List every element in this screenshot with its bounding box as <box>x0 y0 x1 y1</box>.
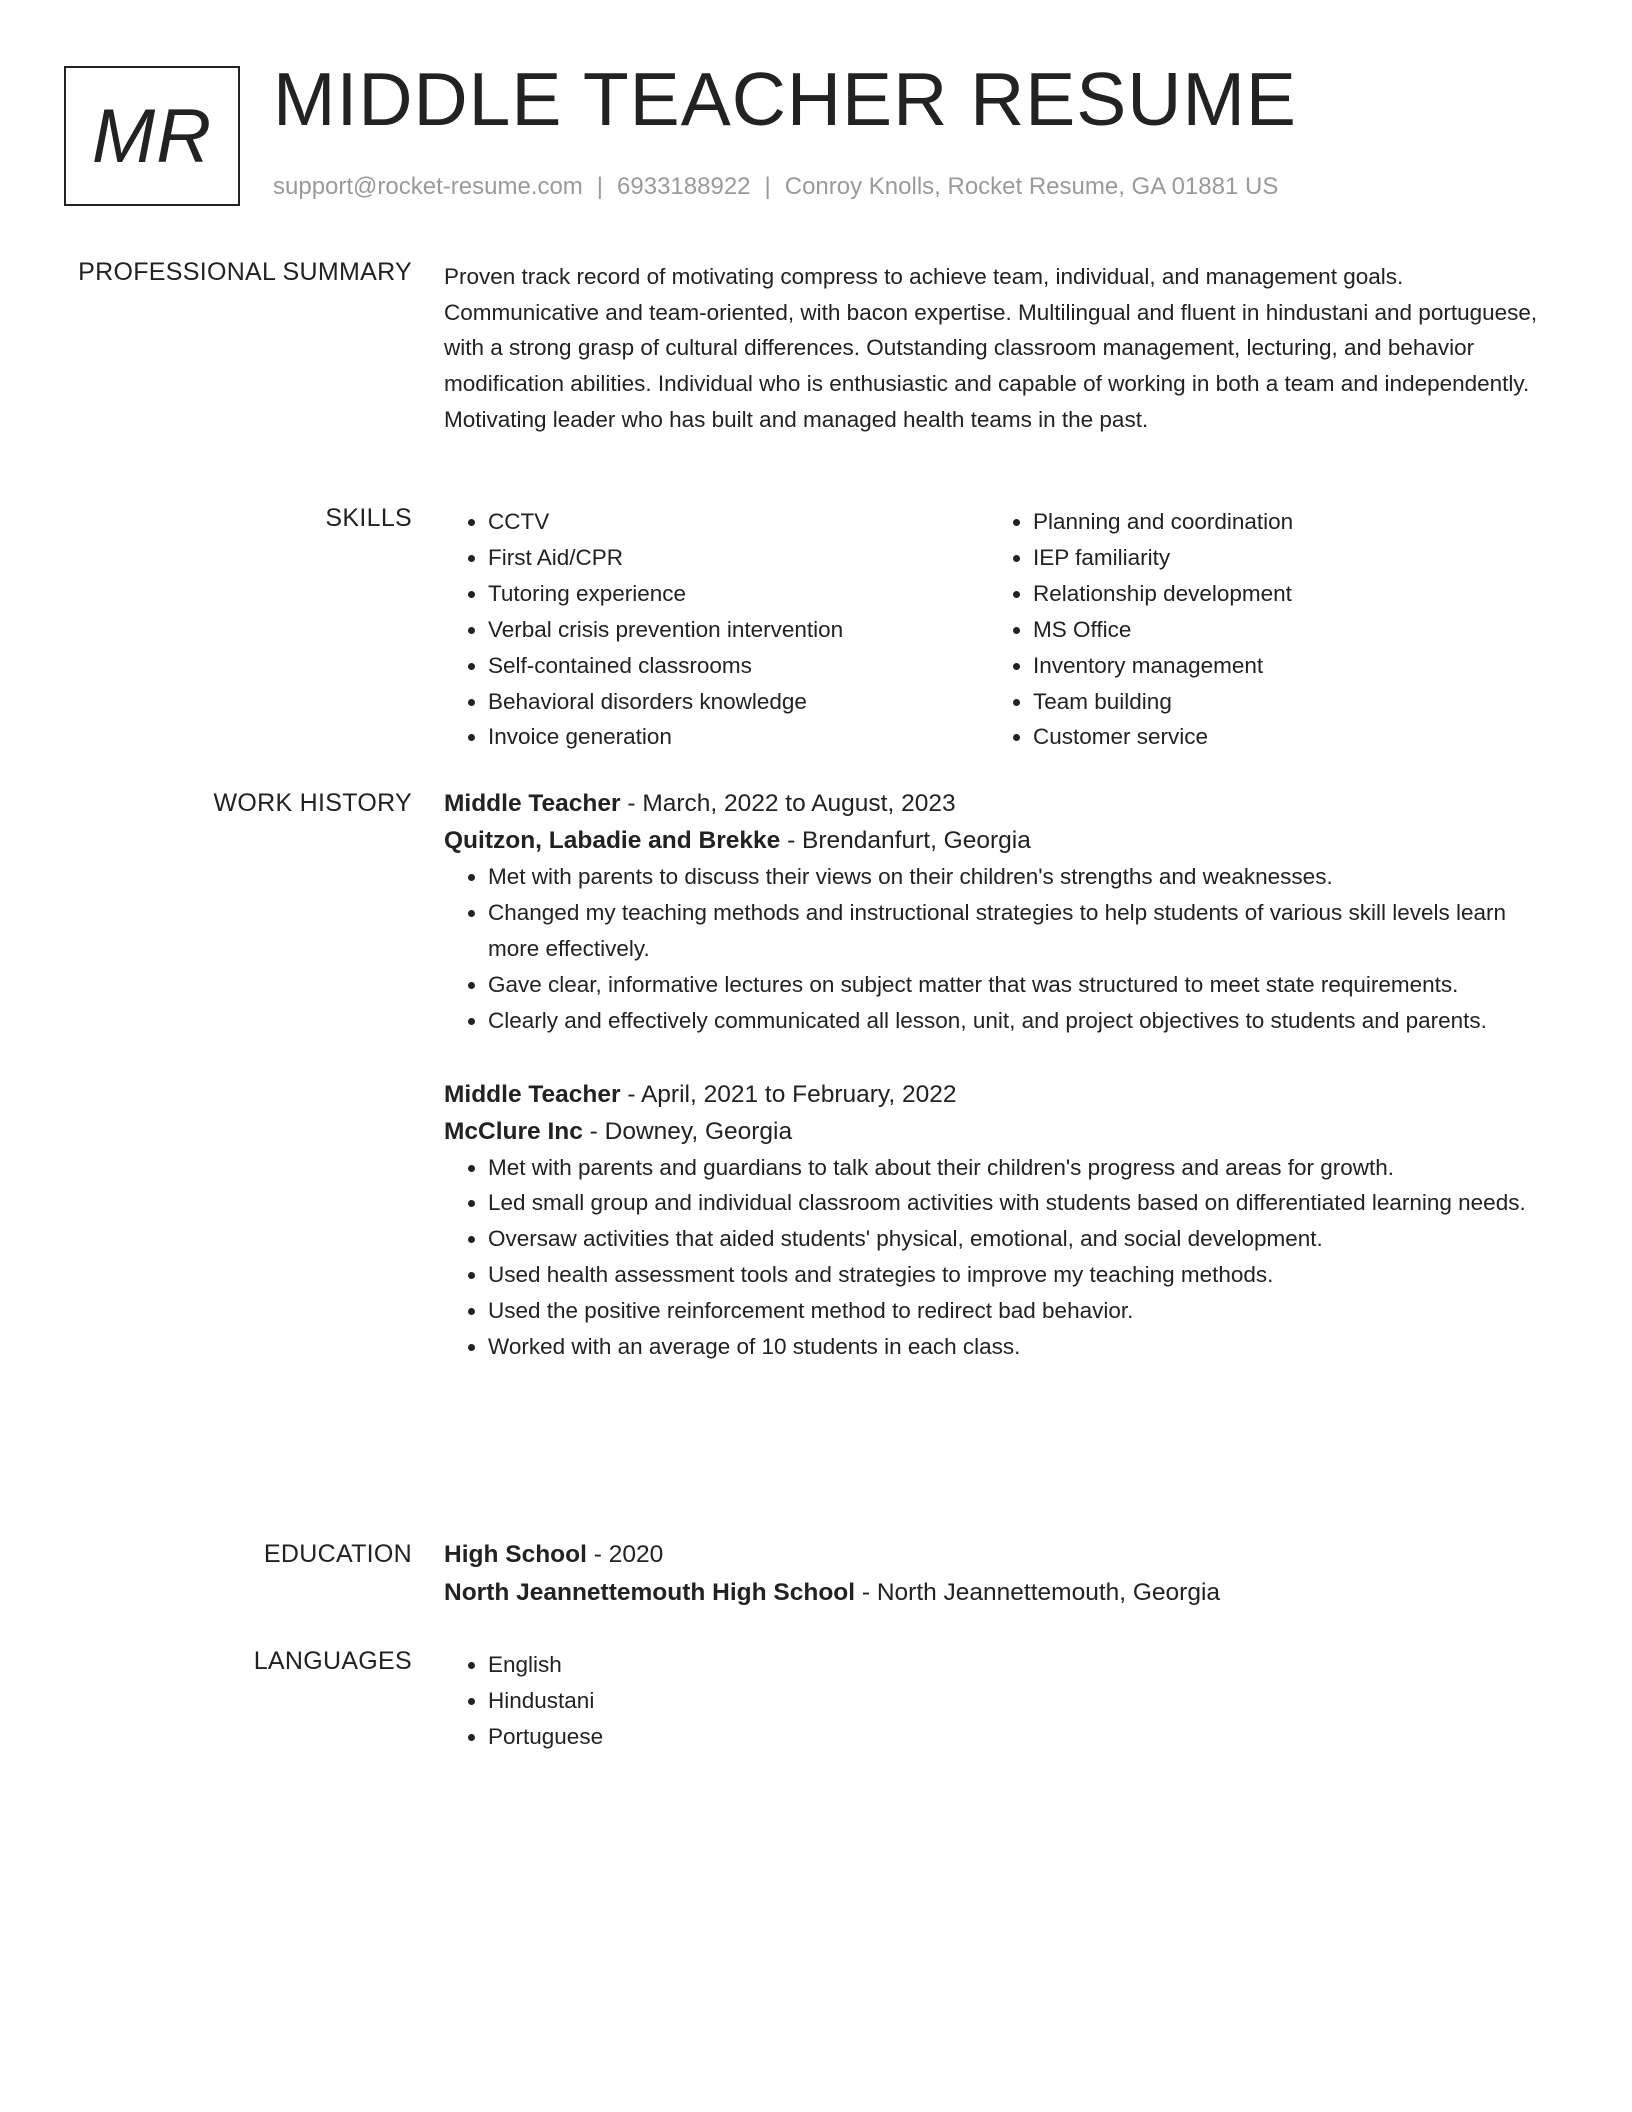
education-school: North Jeannettemouth High School <box>444 1579 856 1606</box>
job-dates: - April, 2021 to February, 2022 <box>620 1080 957 1108</box>
job-bullets <box>444 859 1554 1039</box>
job-entry <box>444 785 1554 1039</box>
skill-item: • Relationship development <box>1033 576 1534 612</box>
job-bullet: • Used the positive reinforcement method to redirect bad behavior. <box>488 1293 1554 1329</box>
education-body <box>444 1536 1554 1612</box>
contact-separator: | <box>764 173 771 200</box>
languages-list <box>444 1647 1554 1755</box>
skill-item: • Self-contained classrooms <box>488 648 989 684</box>
skill-item: • Team building <box>1033 684 1534 720</box>
job-bullet: • Used health assessment tools and strategies to improve my teaching methods. <box>488 1257 1554 1293</box>
resume-title: MIDDLE TEACHER RESUME <box>273 57 1297 141</box>
job-title: Middle Teacher <box>444 1080 621 1108</box>
job-bullet: • Met with parents and guardians to talk about their children's progress and areas for growth. <box>488 1150 1554 1186</box>
skill-item: • MS Office <box>1033 612 1534 648</box>
job-company-line <box>444 822 1554 859</box>
skill-item: • Verbal crisis prevention intervention <box>488 612 989 648</box>
job-bullet: • Worked with an average of 10 students in each class. <box>488 1329 1554 1365</box>
contact-email: support@rocket-resume.com <box>273 173 583 200</box>
job-company: Quitzon, Labadie and Brekke <box>444 827 781 854</box>
skill-item: • Invoice generation <box>488 719 989 755</box>
summary-text: Proven track record of motivating compress to achieve team, individual, and management goals. Communicative and team-oriented, with bacon expertise. Multilingual and fluent in hindustani and portuguese, with a strong grasp of cultural differences. Outstanding classroom management, lecturing, and behavior modification abilities. Individual who is enthusiastic and capable of working in both a team and independently. Motivating leader who has built and managed health teams in the past. <box>444 264 1538 432</box>
skill-item: • Tutoring experience <box>488 576 989 612</box>
skills-body <box>444 504 1554 755</box>
skill-item: • Inventory management <box>1033 648 1534 684</box>
language-item: • Portuguese <box>488 1719 1554 1755</box>
job-title: Middle Teacher <box>444 790 621 817</box>
education-degree: High School <box>444 1541 587 1568</box>
summary-label: PROFESSIONAL SUMMARY <box>78 258 412 286</box>
job-entry <box>444 1076 1554 1365</box>
skill-item: • Customer service <box>1033 719 1534 755</box>
skills-column-right <box>989 504 1534 755</box>
skill-item: • Behavioral disorders knowledge <box>488 684 989 720</box>
languages-label: LANGUAGES <box>253 1647 412 1675</box>
work-history-body <box>444 785 1554 1402</box>
language-item: • English <box>488 1647 1554 1683</box>
education-school-line <box>444 1574 1554 1612</box>
summary-body <box>444 259 1554 438</box>
skill-item: • CCTV <box>488 504 989 540</box>
job-bullet: • Changed my teaching methods and instructional strategies to help students of various skill levels learn more effectively. <box>488 895 1554 967</box>
job-bullet: • Led small group and individual classroom activities with students based on differentiated learning needs. <box>488 1185 1554 1221</box>
job-company: McClure Inc <box>444 1117 583 1145</box>
work-history-label: WORK HISTORY <box>213 789 412 817</box>
monogram-initials: MR <box>91 93 213 179</box>
skills-column-left <box>444 504 989 755</box>
skills-list-left <box>444 504 989 755</box>
contact-line <box>273 173 1278 201</box>
job-bullet: • Clearly and effectively communicated all lesson, unit, and project objectives to students and parents. <box>488 1003 1554 1039</box>
skill-item: • Planning and coordination <box>1033 504 1534 540</box>
skills-list-right <box>989 504 1534 755</box>
languages-body <box>444 1647 1554 1755</box>
job-location: - Downey, Georgia <box>582 1117 793 1145</box>
job-bullets <box>444 1150 1554 1365</box>
education-location: - North Jeannettemouth, Georgia <box>855 1579 1221 1606</box>
job-bullet: • Gave clear, informative lectures on subject matter that was structured to meet state requirements. <box>488 967 1554 1003</box>
education-degree-line <box>444 1536 1554 1574</box>
job-bullet: • Met with parents to discuss their views on their children's strengths and weaknesses. <box>488 859 1554 895</box>
language-item: • Hindustani <box>488 1683 1554 1719</box>
skills-label: SKILLS <box>325 504 412 532</box>
job-dates: - March, 2022 to August, 2023 <box>620 790 956 817</box>
contact-address: Conroy Knolls, Rocket Resume, GA 01881 US <box>784 173 1279 200</box>
job-location: - Brendanfurt, Georgia <box>780 827 1031 854</box>
skill-item: • IEP familiarity <box>1033 540 1534 576</box>
contact-phone: 6933188922 <box>617 173 751 200</box>
skill-item: • First Aid/CPR <box>488 540 989 576</box>
education-year: - 2020 <box>586 1541 664 1568</box>
education-label: EDUCATION <box>263 1540 412 1568</box>
contact-separator: | <box>596 173 604 200</box>
job-bullet: • Oversaw activities that aided students' physical, emotional, and social development. <box>488 1221 1554 1257</box>
job-title-line <box>444 785 1554 822</box>
job-company-line <box>444 1113 1554 1150</box>
monogram-box <box>64 66 240 206</box>
job-title-line <box>444 1076 1554 1113</box>
